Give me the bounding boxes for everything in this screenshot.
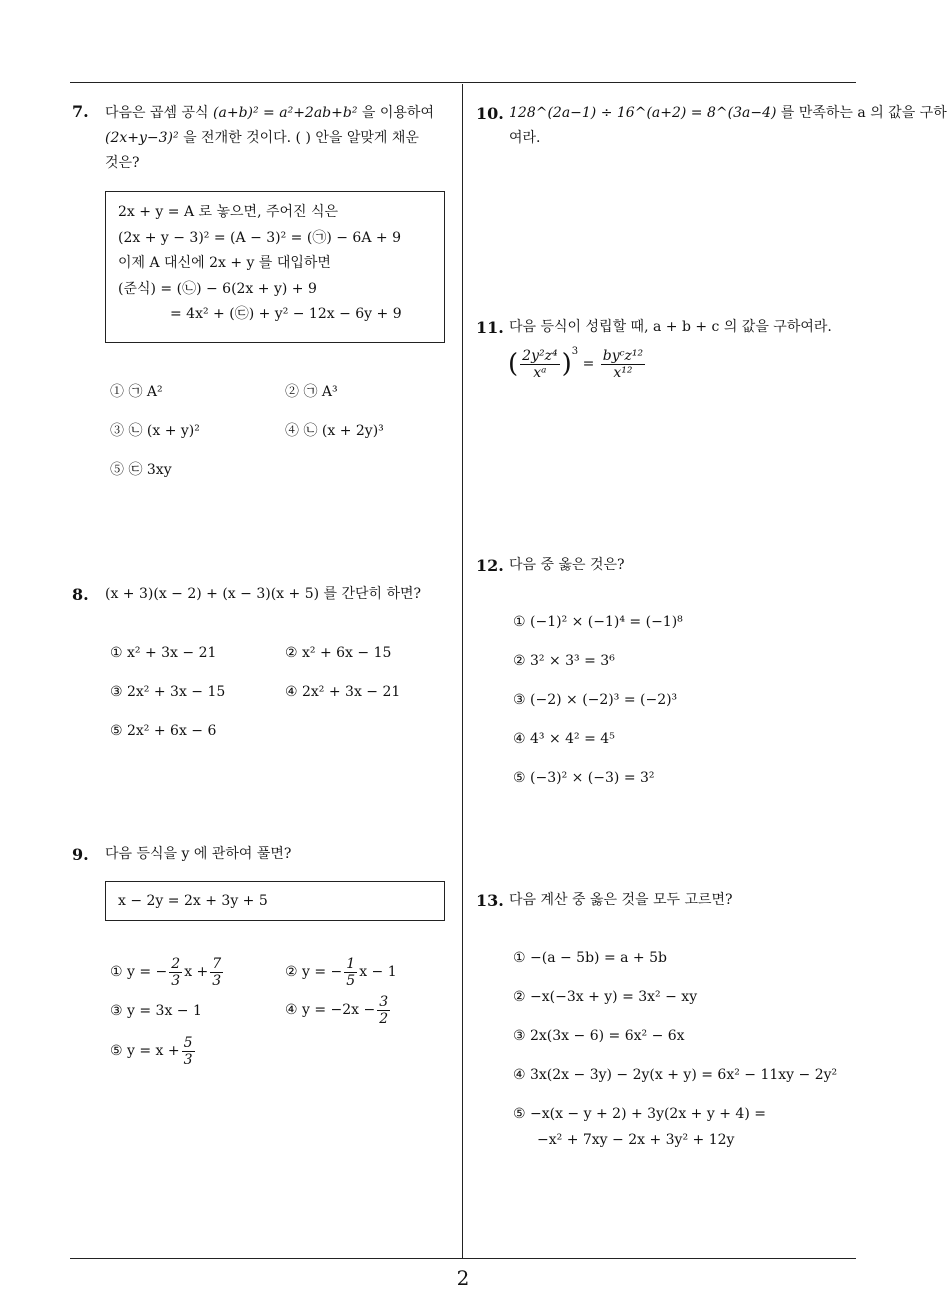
- q9-option-4[interactable]: ④ y = −2x − $\frac{3}{2}$: [285, 993, 389, 1027]
- q13-option-1[interactable]: ① −(a − 5b) = a + 5b: [513, 950, 667, 966]
- q12-option-1[interactable]: ① (−1)² × (−1)⁴ = (−1)⁸: [513, 614, 683, 630]
- q7-box-line: 2x + y = A 로 놓으면, 주어진 식은: [118, 204, 339, 220]
- q11-text: 다음 등식이 성립할 때, a + b + c 의 값을 구하여라.: [509, 319, 832, 335]
- q12-option-5[interactable]: ⑤ (−3)² × (−3) = 3²: [513, 770, 655, 786]
- q11-number: 11.: [476, 318, 504, 337]
- q7-option-4[interactable]: ④ ㉡ (x + 2y)³: [285, 423, 384, 439]
- q7-box: [105, 191, 445, 343]
- q9-box: x − 2y = 2x + 3y + 5: [105, 881, 445, 921]
- q11-equation: ( $\frac{\text{2y²z⁴}}{\text{xᵃ}}$ )$^3$ = $\frac{\text{byᶜz¹²}}{\text{x¹²}}$: [508, 346, 644, 381]
- q10-number: 10.: [476, 104, 504, 123]
- q7-box-line: 이제 A 대신에 2x + y 를 대입하면: [118, 255, 331, 271]
- q9-text: 다음 등식을 y 에 관하여 풀면?: [105, 846, 292, 862]
- q13-option-4[interactable]: ④ 3x(2x − 3y) − 2y(x + y) = 6x² − 11xy − 2y²: [513, 1067, 838, 1083]
- q7-number: 7.: [72, 102, 89, 121]
- q9-number: 9.: [72, 845, 89, 864]
- q12-text: 다음 중 옳은 것은?: [509, 557, 625, 573]
- q12-option-4[interactable]: ④ 4³ × 4² = 4⁵: [513, 731, 615, 747]
- q8-option-3[interactable]: ③ 2x² + 3x − 15: [110, 684, 226, 700]
- top-rule: [70, 82, 856, 83]
- q9-option-5[interactable]: ⑤ y = x + $\frac{5}{3}$: [110, 1034, 193, 1068]
- q13-text: 다음 계산 중 옳은 것을 모두 고르면?: [509, 892, 733, 908]
- q9-option-3[interactable]: ③ y = 3x − 1: [110, 1003, 202, 1019]
- column-divider: [462, 84, 463, 1259]
- q10-text: 128^(2a−1) ÷ 16^(a+2) = 8^(3a−4) 를 만족하는 a 의 값을 구하 여라.: [509, 105, 947, 146]
- q7-option-5[interactable]: ⑤ ㉢ 3xy: [110, 462, 172, 478]
- q13-option-5-continuation: −x² + 7xy − 2x + 3y² + 12y: [537, 1132, 735, 1148]
- q7-option-3[interactable]: ③ ㉡ (x + y)²: [110, 423, 200, 439]
- q7-text: 다음은 곱셈 공식 (a+b)² = a²+2ab+b² 을 이용하여 (2x+y−3)² 을 전개한 것이다. ( ) 안을 알맞게 채운 것은?: [105, 105, 434, 171]
- q9-option-1[interactable]: ① y = − $\frac{2}{3}$ x + $\frac{7}{3}$: [110, 955, 222, 989]
- q9-option-2[interactable]: ② y = − $\frac{1}{5}$ x − 1: [285, 955, 397, 989]
- q7-box-line: (준식) = (㉡) − 6(2x + y) + 9: [118, 280, 317, 297]
- page-number: 2: [456, 1266, 470, 1290]
- q8-number: 8.: [72, 585, 89, 604]
- q13-option-2[interactable]: ② −x(−3x + y) = 3x² − xy: [513, 989, 698, 1005]
- q12-number: 12.: [476, 556, 504, 575]
- q13-number: 13.: [476, 891, 504, 910]
- q12-option-3[interactable]: ③ (−2) × (−2)³ = (−2)³: [513, 692, 678, 708]
- q7-option-1[interactable]: ① ㉠ A²: [110, 384, 163, 400]
- q7-option-2[interactable]: ② ㉠ A³: [285, 384, 338, 400]
- q8-option-4[interactable]: ④ 2x² + 3x − 21: [285, 684, 401, 700]
- q13-option-3[interactable]: ③ 2x(3x − 6) = 6x² − 6x: [513, 1028, 685, 1044]
- q8-option-1[interactable]: ① x² + 3x − 21: [110, 645, 217, 661]
- q12-option-2[interactable]: ② 3² × 3³ = 3⁶: [513, 653, 615, 669]
- q8-option-5[interactable]: ⑤ 2x² + 6x − 6: [110, 723, 217, 739]
- q8-option-2[interactable]: ② x² + 6x − 15: [285, 645, 392, 661]
- q7-box-line: (2x + y − 3)² = (A − 3)² = (㉠) − 6A + 9: [118, 229, 401, 246]
- q13-option-5[interactable]: ⑤ −x(x − y + 2) + 3y(2x + y + 4) =: [513, 1106, 766, 1122]
- q8-text: (x + 3)(x − 2) + (x − 3)(x + 5) 를 간단히 하면?: [105, 586, 422, 602]
- q7-box-line: = 4x² + (㉢) + y² − 12x − 6y + 9: [170, 306, 402, 322]
- bottom-rule: [70, 1258, 856, 1259]
